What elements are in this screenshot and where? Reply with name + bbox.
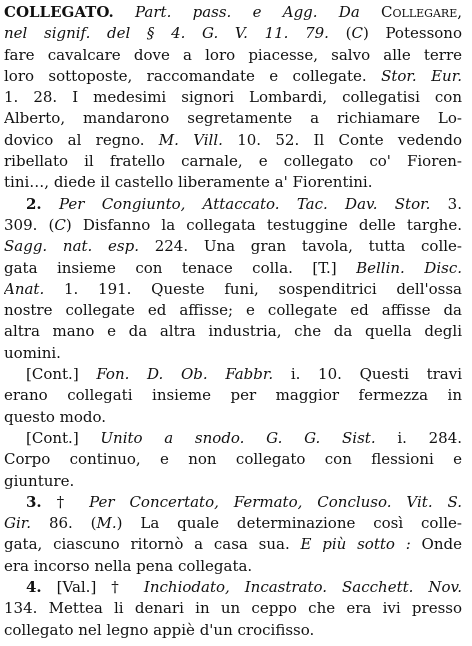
italic-text: Gir. [4,514,32,533]
entry-line [4,300,462,321]
entry-line [4,343,462,364]
text-run: tini…, diede il castello liberamente a' Fiorentini. [4,173,373,192]
text-run: ) La quale determinazione così colle- [116,514,462,533]
text-run: dovico al regno. [4,130,159,149]
italic-text: C [351,24,363,43]
italic-text: Bellin. Disc. [356,258,462,277]
text-run: 1. 28. I medesimi signori Lombardi, collegatisi con [4,88,462,107]
italic-text: Inchiodato, Incastrato. Sacchett. Nov. [143,578,462,597]
text-run: ) Disfanno la collegata testuggine delle targhe. [65,215,462,234]
text-run: era incorso nella pena collegata. [4,556,253,575]
entry-line [4,258,462,279]
text-run: Alberto, mandarono segretamente a richiamare Lo- [4,109,462,128]
entry-line [4,513,462,534]
text-run: [Val.] † [41,578,144,597]
italic-text: Fon. D. Ob. Fabbr. [96,365,274,384]
entry-line [4,620,462,641]
entry-line [4,534,462,555]
italic-text: Per Concertato, Fermato, Concluso. Vit. S. [89,492,462,511]
italic-text: Per Congiunto, Attaccato. Tac. Dav. Stor. [58,194,431,213]
italic-text: nel signif. del § 4. G. V. 11. 79. [4,24,329,43]
text-run: i. 10. Questi travi [273,365,462,384]
entry-line [4,108,462,129]
text-run: giunture. [4,471,75,490]
text-run [42,195,59,213]
italic-text: Sagg. nat. esp. [4,237,139,256]
text-run: altra mano e da altra industria, che da quella degli [4,322,462,341]
text-run: gata, ciascuno ritornò a casa sua. [4,535,301,554]
text-run: 86. ( [31,514,97,533]
entry-line [4,364,462,385]
italic-text: C [54,215,66,234]
entry-line [4,321,462,342]
entry-line [4,194,462,215]
italic-text: Stor. Eur. [381,66,462,85]
text-run: 134. Mettea li denari in un ceppo che era ivi presso [4,599,462,618]
text-run: [Cont.] [26,365,97,384]
entry-line [4,449,462,470]
entry-line [4,66,462,87]
dictionary-entry-collegato [4,2,462,641]
bold-text: COLLEGATO. [4,3,114,21]
text-run: 10. 52. Il Conte vedendo [222,130,462,149]
text-run: i. 284. [375,428,462,447]
text-run: loro sottoposte, raccomandate e collegate. [4,66,382,85]
bold-text: 4. [26,578,42,597]
text-run: gata insieme con tenace colla. [T.] [4,258,357,277]
entry-line [4,556,462,577]
entry-line [4,279,462,300]
entry-line [4,407,462,428]
text-run: Corpo continuo, e non collegato con flessioni e [4,450,462,469]
entry-line [4,428,462,449]
text-run: ( [328,24,352,43]
entry-line [4,172,462,193]
text-run: ) Potessono [362,24,462,43]
text-run: uomini. [4,343,61,362]
entry-line [4,236,462,257]
entry-line [4,577,462,598]
entry-line [4,151,462,172]
text-run: collegato nel legno appiè d'un crocifisso. [4,620,315,639]
bold-text: 2. [26,194,42,213]
entry-line [4,2,462,23]
bold-text: 3. [26,492,42,511]
text-run: † [41,492,90,511]
entry-line [4,87,462,108]
entry-line [4,471,462,492]
italic-text: E più sotto : [300,535,411,554]
text-run: questo modo. [4,407,107,426]
italic-text: Unito a snodo. G. G. Sist. [100,428,376,447]
text-run: 224. Una gran tavola, tutta colle- [138,237,462,256]
italic-text: Anat. [4,279,45,298]
text-run [114,3,135,21]
text-run: 3. [430,194,462,213]
entry-line [4,598,462,619]
italic-text: Part. pass. e Agg. Da [135,3,382,21]
text-run: fare cavalcare dove a loro piacesse, salvo alle terre [4,45,462,64]
text-run: [Cont.] [26,428,101,447]
entry-line [4,45,462,66]
text-run: erano collegati insieme per maggior fermezza in [4,386,462,405]
text-run: ribellato il fratello carnale, e collegato co' Fioren- [4,152,462,171]
entry-line [4,23,462,44]
entry-line [4,492,462,513]
entry-line [4,385,462,406]
italic-text: M. Vill. [158,130,223,149]
text-run: Onde [410,535,462,554]
italic-text: M. [96,514,117,533]
text-run: 1. 191. Queste funi, sospenditrici dell'ossa [44,279,462,298]
text-run: 309. ( [4,215,55,234]
entry-line [4,215,462,236]
entry-line [4,130,462,151]
small-caps-text: Collegare, [381,3,462,21]
text-run: nostre collegate ed affisse; e collegate ed affisse da [4,301,462,320]
